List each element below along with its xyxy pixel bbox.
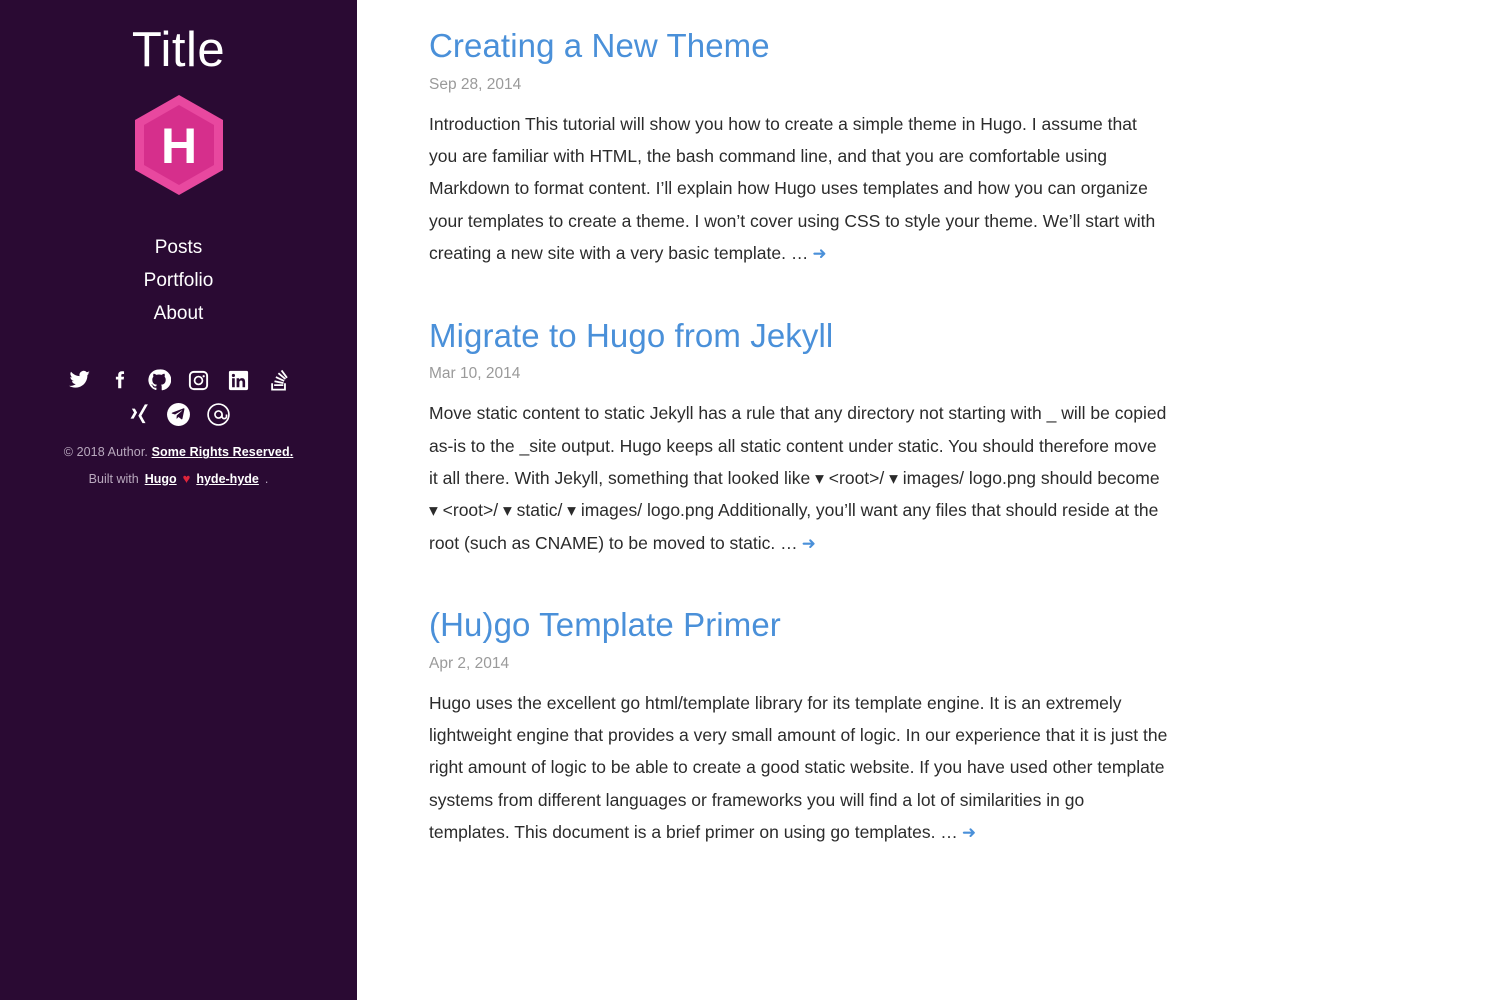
post-title[interactable]: Migrate to Hugo from Jekyll: [429, 316, 834, 354]
sidebar-item-posts[interactable]: Posts: [154, 237, 203, 258]
post-summary: [429, 397, 1169, 559]
svg-text:H: H: [160, 118, 197, 174]
list-item: [429, 316, 1169, 560]
twitter-icon[interactable]: [66, 367, 92, 393]
copyright-text: © 2018 Author.: [63, 445, 148, 460]
read-more-arrow-icon[interactable]: ➜: [801, 533, 816, 553]
linkedin-icon[interactable]: [226, 367, 252, 393]
hugo-hexagon-logo: [125, 91, 233, 199]
github-icon[interactable]: [146, 367, 172, 393]
post-summary: [429, 108, 1169, 270]
post-summary-text: Hugo uses the excellent go html/template library for its template engine. It is an extremely lightweight engine that provides a very small amount of logic. In our experience that it is just the right amount of logic to be able to create a good static website. If you have used other template systems from different languages or frameworks you will find a lot of similarities in go templates. This document is a brief primer on using go templates. …: [429, 692, 1168, 843]
theme-link[interactable]: hyde-hyde: [196, 471, 259, 486]
sidebar-item-portfolio[interactable]: Portfolio: [143, 269, 214, 291]
sidebar-item-about[interactable]: About: [153, 302, 204, 324]
post-summary-text: Introduction This tutorial will show you how to create a simple theme in Hugo. I assume that you are familiar with HTML, the bash command line, and that you are comfortable using Markdown to format content. I’ll explain how Hugo uses templates and how you can organize your templates to create a theme. I won’t cover using CSS to style your theme. We’ll start with creating a new site with a very basic template. …: [429, 113, 1156, 264]
built-with-prefix: Built with: [88, 471, 139, 486]
hugo-link[interactable]: Hugo: [144, 471, 177, 486]
sidebar-nav: [144, 237, 214, 325]
facebook-icon[interactable]: [106, 367, 132, 393]
copyright: [64, 445, 294, 459]
post-title[interactable]: (Hu)go Template Primer: [429, 606, 781, 644]
stackoverflow-icon[interactable]: [266, 367, 292, 393]
built-with: [89, 471, 269, 486]
built-with-suffix: .: [264, 471, 269, 486]
post-date: Sep 28, 2014: [429, 75, 522, 93]
social-links: [54, 367, 304, 427]
post-summary-text: Move static content to static Jekyll has a rule that any directory not starting with _ will be copied as-is to the _site output. Hugo keeps all static content under static. You should therefore move it all there. With Jekyll, something that looked like ▾ <root>/ ▾ images/ logo.png should become ▾ <root>/ ▾ static/ ▾ images/ logo.png Additionally, you’ll want any files that should reside at the root (such as CNAME) to be moved to static. …: [429, 403, 1167, 553]
instagram-icon[interactable]: [186, 367, 212, 393]
post-title[interactable]: Creating a New Theme: [429, 27, 770, 64]
telegram-icon[interactable]: [166, 401, 192, 427]
heart-icon: ♥: [182, 471, 191, 487]
post-date: Mar 10, 2014: [429, 365, 521, 383]
email-icon[interactable]: [206, 401, 232, 427]
rights-link[interactable]: Some Rights Reserved.: [151, 445, 294, 460]
post-summary: [429, 687, 1169, 849]
sidebar: [0, 0, 357, 1000]
post-date: Apr 2, 2014: [429, 654, 510, 672]
post-list: [357, 0, 1500, 1000]
list-item: [429, 605, 1169, 849]
site-title: Title: [131, 23, 226, 77]
xing-icon[interactable]: [126, 401, 152, 427]
list-item: [429, 26, 1169, 270]
read-more-arrow-icon[interactable]: ➜: [961, 823, 977, 843]
read-more-arrow-icon[interactable]: ➜: [812, 244, 827, 264]
